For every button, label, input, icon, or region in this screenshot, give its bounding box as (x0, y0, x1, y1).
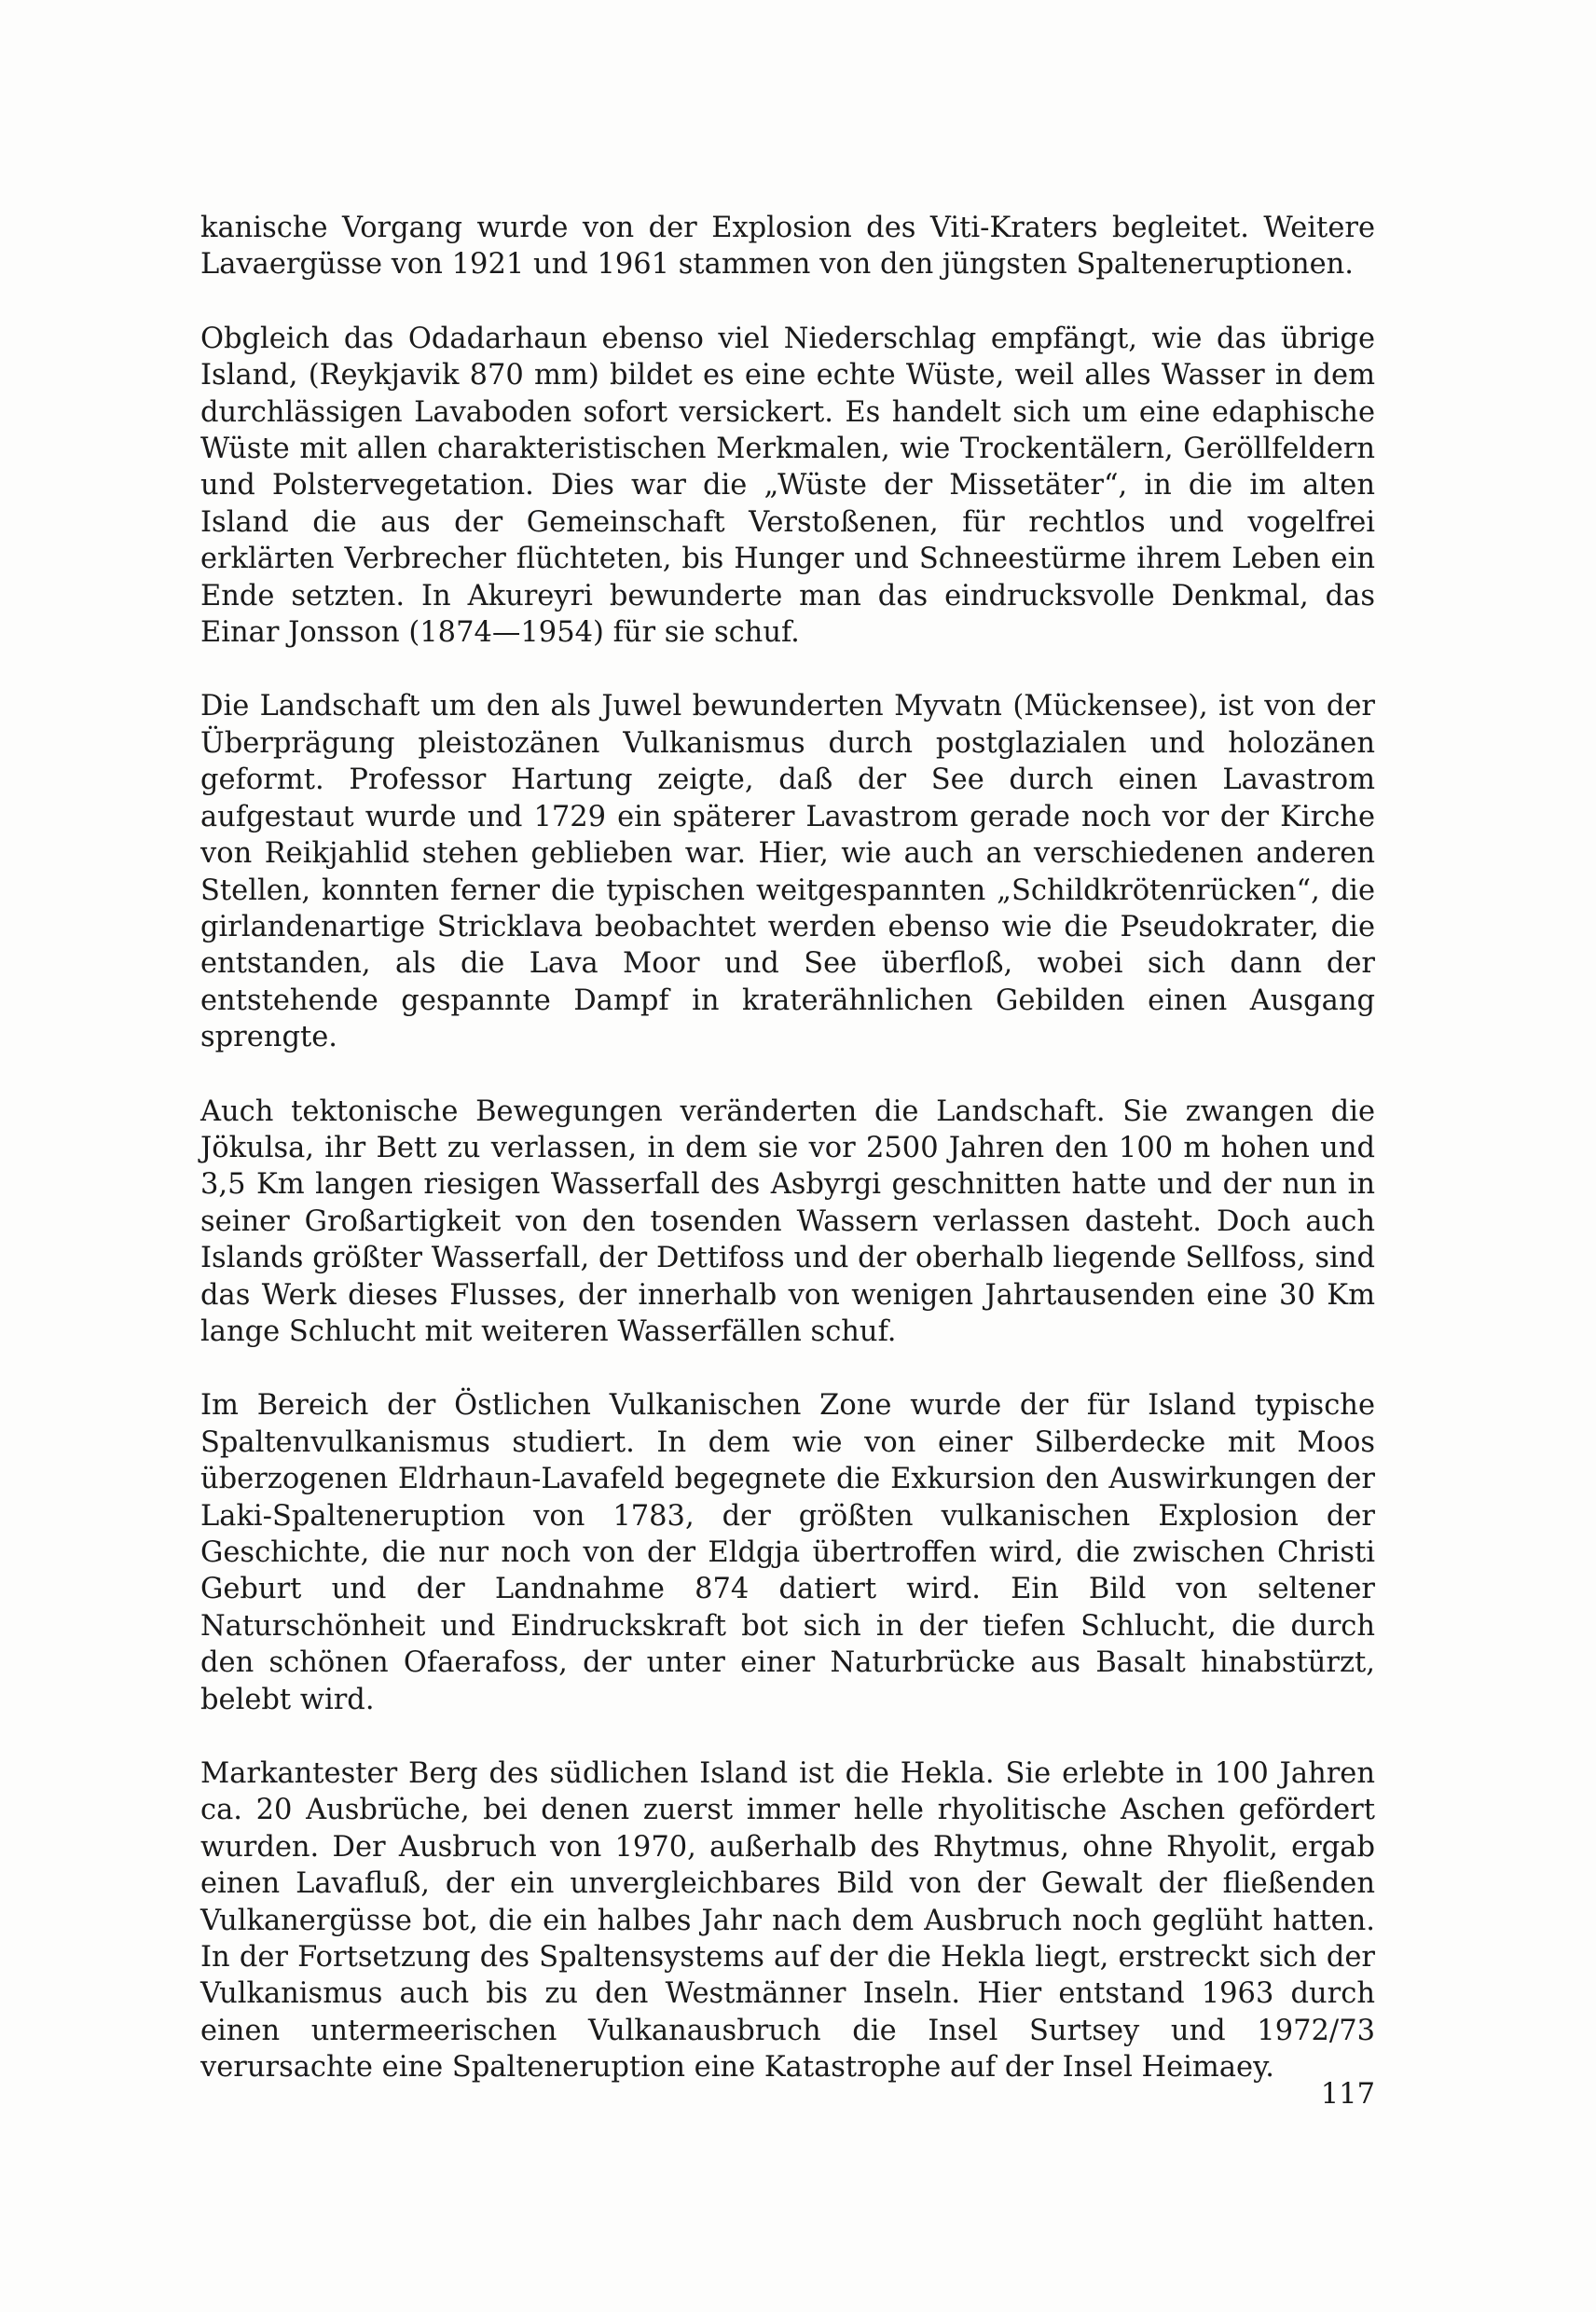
paragraph-jokulsa: Auch tektonische Bewegungen veränderten die Landschaft. Sie zwangen die Jökulsa, ihr Bett zu verlassen, in dem sie vor 2500 Jahren den 100 m hohen und 3,5 Km langen riesigen Wasserfall des Asbyrgi geschnitten hatte und der nun in seiner Großartigkeit von den tosenden Wassern verlassen dasteht. Doch auch Islands größter Wasserfall, der Dettifoss und der oberhalb liegende Sellfoss, sind das Werk dieses Flusses, der innerhalb von wenigen Jahrtausenden eine 30 Km lange Schlucht mit weiteren Wasserfällen schuf. (200, 1094, 1375, 1348)
paragraph-hekla: Markantester Berg des südlichen Island ist die Hekla. Sie erlebte in 100 Jahren ca. 20 Ausbrüche, bei denen zuerst immer helle rhyolitische Aschen gefördert wurden. Der Ausbruch von 1970, außerhalb des Rhytmus, ohne Rhyolit, ergab einen Lavafluß, der ein unvergleichbares Bild von der Gewalt der fließenden Vulkanergüsse bot, die ein halbes Jahr nach dem Ausbruch noch geglüht hatten. In der Fortsetzung des Spaltensystems auf der die Hekla liegt, erstreckt sich der Vulkanismus auch bis zu den Westmänner Inseln. Hier entstand 1963 durch einen untermeerischen Vulkanausbruch die Insel Surtsey und 1972/73 verursachte eine Spalteneruption eine Katastrophe auf der Insel Heimaey. (200, 1757, 1375, 2085)
paragraph-viti-krater: kanische Vorgang wurde von der Explosion des Viti-Kraters begleitet. Weitere Lavaergüsse von 1921 und 1961 stammen von den jüngsten Spalteneruptionen. (200, 212, 1375, 282)
body-text (200, 210, 1375, 2124)
paragraph-myvatn: Die Landschaft um den als Juwel bewunderten Myvatn (Mückensee), ist von der Überprägung pleistozänen Vulkanismus durch postglazialen und holozänen geformt. Professor Hartung zeigte, daß der See durch einen Lavastrom aufgestaut wurde und 1729 ein späterer Lavastrom gerade noch vor der Kirche von Reikjahlid stehen geblieben war. Hier, wie auch an verschiedenen anderen Stellen, konnten ferner die typischen weitgespannten „Schildkrötenrücken“, die girlandenartige Stricklava beobachtet werden ebenso wie die Pseudokrater, die entstanden, als die Lava Moor und See überfloß, wobei sich dann der entstehende gespannte Dampf in kraterähnlichen Gebilden einen Ausgang sprengte. (200, 690, 1375, 1054)
page-number: 117 (1320, 2078, 1375, 2111)
paragraph-eastern-volcanic-zone: Im Bereich der Östlichen Vulkanischen Zone wurde der für Island typische Spaltenvulkanismus studiert. In dem wie von einer Silberdecke mit Moos überzogenen Eldrhaun-Lavafeld begegnete die Exkursion den Auswirkungen der Laki-Spalteneruption von 1783, der größten vulkanischen Explosion der Geschichte, die nur noch von der Eldgja übertroffen wird, die zwischen Christi Geburt und der Landnahme 874 datiert wird. Ein Bild von seltener Naturschönheit und Eindruckskraft bot sich in der tiefen Schlucht, die durch den schönen Ofaerafoss, der unter einer Naturbrücke aus Basalt hinabstürzt, belebt wird. (200, 1389, 1375, 1716)
paragraph-odadarhaun: Obgleich das Odadarhaun ebenso viel Niederschlag empfängt, wie das übrige Island, (Reykjavik 870 mm) bildet es eine echte Wüste, weil alles Wasser in dem durchlässigen Lavaboden sofort versickert. Es handelt sich um eine edaphische Wüste mit allen charakteristischen Merkmalen, wie Trockentälern, Geröllfeldern und Polstervegetation. Dies war die „Wüste der Missetäter“, in die im alten Island die aus der Gemeinschaft Verstoßenen, für rechtlos und vogelfrei erklärten Verbrecher flüchteten, bis Hunger und Schneestürme ihrem Leben ein Ende setzten. In Akureyri bewunderte man das eindrucksvolle Denkmal, das Einar Jonsson (1874—1954) für sie schuf. (200, 322, 1375, 650)
